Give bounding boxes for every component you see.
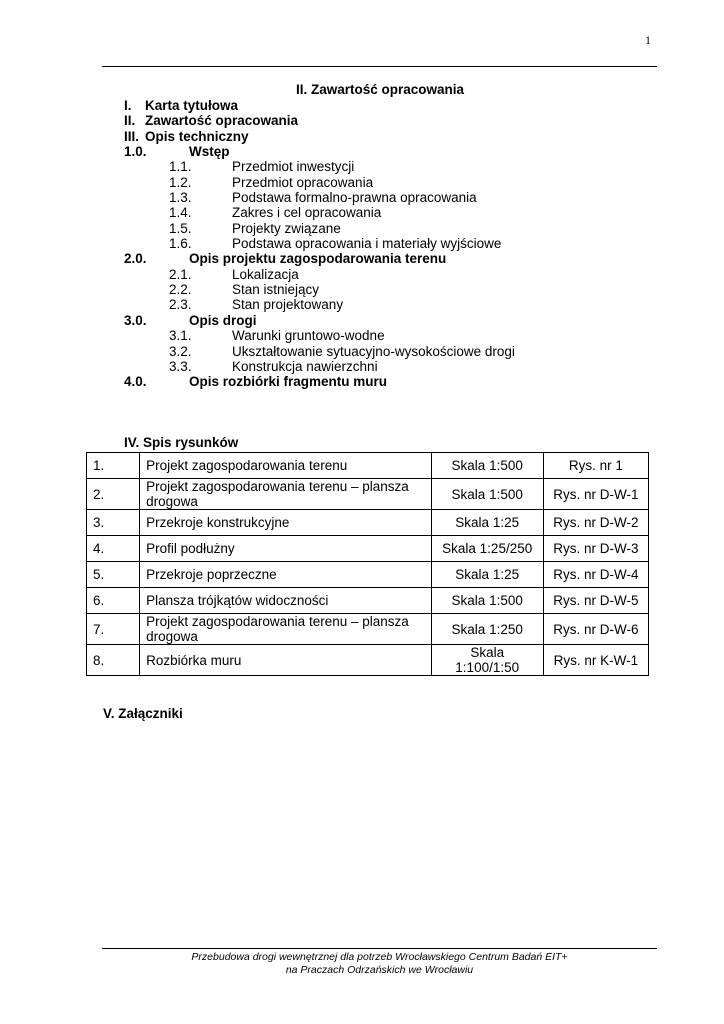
drawings-table (86, 452, 649, 676)
toc-entry-text: Przedmiot opracowania (232, 174, 374, 190)
toc-entry-number: 3.0. (124, 312, 147, 328)
toc-entry (0, 236, 724, 251)
toc-entry-text: Opis rozbiórki fragmentu muru (189, 374, 388, 390)
drawing-reference: Rys. nr D-W-1 (543, 479, 648, 510)
drawing-title: Projekt zagospodarowania terenu – plansza drogowa (140, 479, 432, 510)
table-row (87, 453, 649, 479)
toc-entry (0, 297, 724, 312)
footer-line-2: na Praczach Odrzańskich we Wrocławiu (285, 964, 474, 976)
toc-entry (0, 313, 724, 328)
drawing-number: 8. (87, 645, 140, 676)
drawing-scale: Skala 1:500 (431, 479, 543, 510)
drawing-scale: Skala 1:100/1:50 (431, 645, 543, 676)
toc-entry-number: 3.2. (169, 343, 192, 359)
drawing-title: Przekroje poprzeczne (140, 562, 432, 588)
drawing-title: Przekroje konstrukcyjne (140, 510, 432, 536)
table-row (87, 479, 649, 510)
toc-entry (0, 282, 724, 297)
table-row (87, 588, 649, 614)
drawing-reference: Rys. nr K-W-1 (543, 645, 648, 676)
toc-entry (0, 98, 724, 113)
toc-entry-text: Lokalizacja (232, 266, 299, 282)
toc-entry-text: Karta tytułowa (145, 98, 239, 113)
toc-entry-text: Opis drogi (189, 312, 257, 328)
toc-entry (0, 129, 724, 144)
toc-entry (0, 113, 724, 128)
drawing-scale: Skala 1:500 (431, 453, 543, 479)
toc-entry (0, 221, 724, 236)
header-rule (102, 66, 657, 67)
toc-entry-text: Stan projektowany (232, 297, 344, 313)
attachments-title: V. Załączniki (103, 706, 183, 721)
drawing-title: Projekt zagospodarowania terenu – plansza drogowa (140, 614, 432, 645)
toc-entry-number: I. (124, 98, 132, 113)
toc-entry (0, 251, 724, 266)
drawing-reference: Rys. nr D-W-3 (543, 536, 648, 562)
toc-entry (0, 344, 724, 359)
toc-entry-number: 1.2. (169, 174, 192, 190)
drawing-number: 2. (87, 479, 140, 510)
drawing-reference: Rys. nr D-W-4 (543, 562, 648, 588)
toc-entry-text: Zawartość opracowania (145, 113, 299, 129)
toc-entry-number: III. (124, 128, 140, 144)
toc-entry-number: 1.5. (169, 220, 192, 236)
toc-entry-number: 1.0. (124, 144, 147, 160)
drawing-scale: Skala 1:25 (431, 510, 543, 536)
toc-entry (0, 175, 724, 190)
toc-entry (0, 267, 724, 282)
table-row (87, 510, 649, 536)
page-number: 1 (645, 33, 651, 47)
toc-entry-number: 2.1. (169, 266, 192, 282)
toc-entry (0, 359, 724, 374)
drawing-reference: Rys. nr 1 (543, 453, 648, 479)
toc-entry (0, 328, 724, 343)
toc-entry (0, 144, 724, 159)
toc-entry-number: 2.0. (124, 251, 147, 267)
table-row (87, 562, 649, 588)
toc-entry (0, 374, 724, 389)
toc-entry-number: 4.0. (124, 374, 147, 390)
toc-entry-text: Konstrukcja nawierzchni (232, 358, 378, 374)
drawing-scale: Skala 1:25 (431, 562, 543, 588)
drawing-reference: Rys. nr D-W-6 (543, 614, 648, 645)
drawing-scale: Skala 1:250 (431, 614, 543, 645)
toc-entry-text: Podstawa formalno-prawna opracowania (232, 190, 477, 206)
drawing-scale: Skala 1:500 (431, 588, 543, 614)
drawing-number: 1. (87, 453, 140, 479)
toc-entry-number: 2.3. (169, 297, 192, 313)
drawing-scale: Skala 1:25/250 (431, 536, 543, 562)
toc-entry-text: Podstawa opracowania i materiały wyjściowe (232, 236, 502, 252)
toc-entry-text: Opis techniczny (145, 128, 249, 144)
toc-entry-number: 3.3. (169, 358, 192, 374)
drawing-number: 6. (87, 588, 140, 614)
footer-rule (102, 948, 657, 949)
page-footer (102, 951, 657, 977)
toc-entry-text: Przedmiot inwestycji (232, 159, 355, 175)
table-of-contents (0, 98, 724, 390)
table-row (87, 645, 649, 676)
toc-entry-number: 1.3. (169, 190, 192, 206)
toc-entry-text: Opis projektu zagospodarowania terenu (189, 251, 447, 267)
toc-entry-text: Zakres i cel opracowania (232, 205, 382, 221)
toc-entry-text: Projekty związane (232, 220, 341, 236)
toc-entry-number: 3.1. (169, 328, 192, 344)
drawing-title: Profil podłużny (140, 536, 432, 562)
drawing-title: Rozbiórka muru (140, 645, 432, 676)
toc-entry-number: 1.4. (169, 205, 192, 221)
table-row (87, 536, 649, 562)
drawing-number: 4. (87, 536, 140, 562)
drawing-reference: Rys. nr D-W-5 (543, 588, 648, 614)
drawing-number: 7. (87, 614, 140, 645)
drawing-number: 5. (87, 562, 140, 588)
section-title: II. Zawartość opracowania (296, 82, 465, 97)
toc-entry-number: 1.1. (169, 159, 192, 175)
footer-line-1: Przebudowa drogi wewnętrznej dla potrzeb Wrocławskiego Centrum Badań EIT+ (191, 951, 568, 963)
toc-entry-number: 1.6. (169, 236, 192, 252)
toc-entry-number: II. (124, 113, 136, 129)
toc-entry-text: Stan istniejący (232, 282, 320, 298)
drawing-number: 3. (87, 510, 140, 536)
drawing-title: Projekt zagospodarowania terenu (140, 453, 432, 479)
toc-entry (0, 159, 724, 174)
toc-entry (0, 190, 724, 205)
toc-entry-number: 2.2. (169, 282, 192, 298)
toc-entry-text: Wstęp (189, 144, 230, 160)
toc-entry-text: Warunki gruntowo-wodne (232, 328, 385, 344)
drawings-list-title: IV. Spis rysunków (124, 435, 239, 450)
drawing-reference: Rys. nr D-W-2 (543, 510, 648, 536)
drawing-title: Plansza trójkątów widoczności (140, 588, 432, 614)
toc-entry (0, 205, 724, 220)
toc-entry-text: Ukształtowanie sytuacyjno-wysokościowe drogi (232, 343, 515, 359)
table-row (87, 614, 649, 645)
